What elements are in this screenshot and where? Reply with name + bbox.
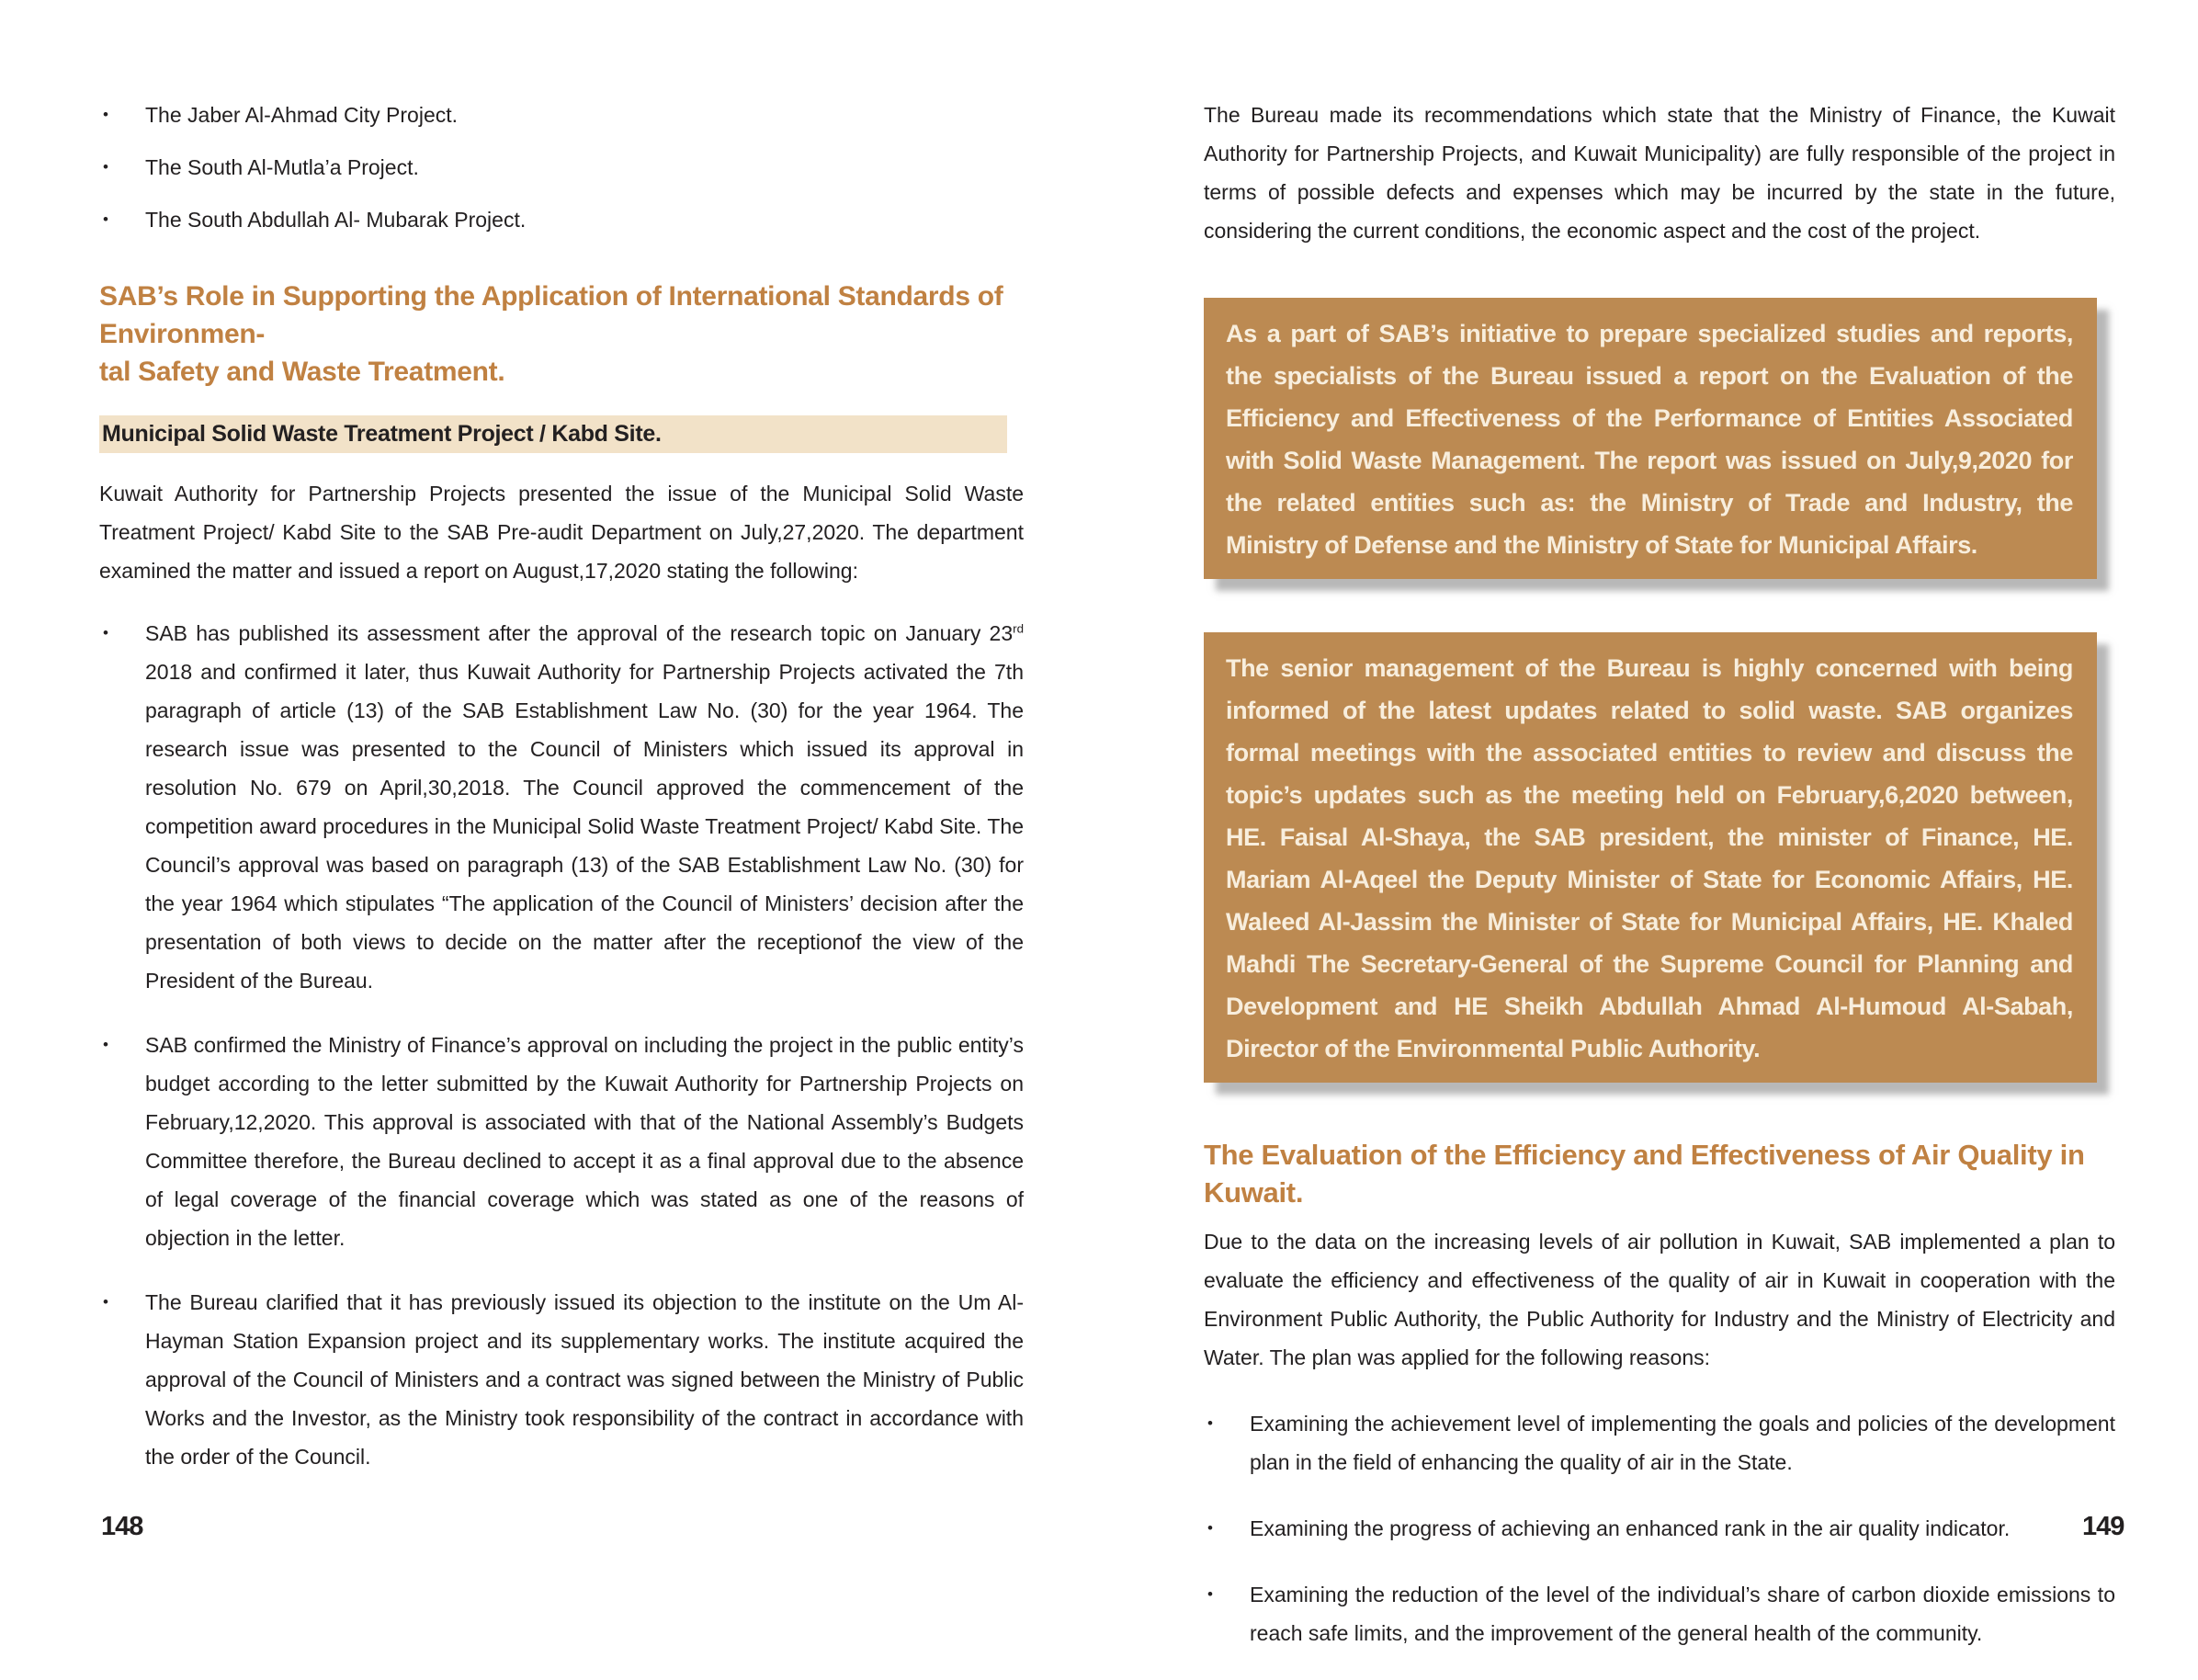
- list-item-text: The Bureau clarified that it has previously issued its objection to the institute on the Um Al-Hayman Station Expansion project and its supplementary works. The institute acquired the approval of the Council of Ministers and a contract was signed between the Ministry of Public Works and the Investor, as the Ministry took responsibility of the contract in accordance with the order of the Council.: [145, 1290, 1024, 1469]
- list-item-text: The Jaber Al-Ahmad City Project.: [145, 103, 459, 127]
- bullet-icon: •: [103, 158, 108, 176]
- intro-paragraph: The Bureau made its recommendations which state that the Ministry of Finance, the Kuwait Authority for Partnership Projects, and Kuwait Municipality) are fully responsible of the project in terms of possible defects and expenses which may be incurred by the state in the future, considering the current conditions, the economic aspect and the cost of the project.: [1204, 103, 2115, 243]
- bullet-icon: •: [103, 210, 108, 228]
- list-item-text: Examining the reduction of the level of the individual’s share of carbon dioxide emissions to reach safe limits, and the improvement of the general health of the community.: [1250, 1583, 2115, 1645]
- bullet-icon: •: [1207, 1414, 1213, 1432]
- bullet-icon: •: [103, 106, 108, 123]
- highlight-box-senior-management: [1204, 632, 2097, 1083]
- list-item-text: The South Abdullah Al- Mubarak Project.: [145, 208, 527, 232]
- page-number-left: 148: [101, 1512, 143, 1541]
- list-item: [1204, 1575, 2115, 1652]
- bullet-icon: •: [103, 1036, 108, 1053]
- list-item: [99, 148, 1024, 187]
- list-item: [99, 1026, 1024, 1257]
- air-quality-paragraph: Due to the data on the increasing levels of air pollution in Kuwait, SAB implemented a plan to evaluate the efficiency and effectiveness of the quality of air in Kuwait in cooperation with the Environment Public Authority, the Public Authority for Industry and the Ministry of Electricity and Water. The plan was applied for the following reasons:: [1204, 1230, 2115, 1369]
- project-bullet-list: [99, 96, 1024, 239]
- page-number-right: 149: [2082, 1512, 2124, 1541]
- section-heading: [99, 278, 1024, 391]
- list-item: [1204, 1509, 2115, 1548]
- bullet-icon: •: [1207, 1585, 1213, 1603]
- bullet-icon: •: [1207, 1519, 1213, 1537]
- right-page-column: [1204, 96, 2115, 1680]
- list-item: [99, 96, 1024, 134]
- list-item-text: The South Al-Mutla’a Project.: [145, 155, 419, 179]
- bullet-icon: •: [103, 624, 108, 641]
- report-findings-list: [99, 614, 1024, 1476]
- highlight-box-text: As a part of SAB’s initiative to prepare specialized studies and reports, the specialists of the Bureau issued a report on the Evaluation of the Efficiency and Effectiveness of the Performance of Entities Associated with Solid Waste Management. The report was issued on July,9,2020 for the related entities such as: the Ministry of Trade and Industry, the Ministry of Defense and the Ministry of State for Municipal Affairs.: [1226, 320, 2073, 559]
- left-page-column: [99, 96, 1024, 1490]
- sub-heading-text: Municipal Solid Waste Treatment Project / Kabd Site.: [102, 421, 662, 447]
- list-item: [99, 1283, 1024, 1476]
- list-item-text: SAB has published its assessment after the approval of the research topic on January 23rd 2018 and confirmed it later, thus Kuwait Authority for Partnership Projects activated the 7th paragraph of article (13) of the SAB Establishment Law No. (30) for the year 1964. The research issue was presented to the Council of Ministers which issued its approval in resolution No. 679 on April,30,2018. The Council approved the commencement of the competition award procedures in the Municipal Solid Waste Treatment Project/ Kabd Site. The Council’s approval was based on paragraph (13) of the SAB Establishment Law No. (30) for the year 1964 which stipulates “The application of the Council of Ministers’ decision after the presentation of both views to decide on the matter after the receptionof the view of the President of the Bureau.: [145, 621, 1024, 993]
- highlight-box-solid-waste-report: [1204, 298, 2097, 579]
- list-item-text: Examining the progress of achieving an enhanced rank in the air quality indicator.: [1250, 1516, 2011, 1540]
- highlight-box-text: The senior management of the Bureau is highly concerned with being informed of the latest updates related to solid waste. SAB organizes formal meetings with the associated entities to review and discuss the topic’s updates such as the meeting held on February,6,2020 between, HE. Faisal Al-Shaya, the SAB president, the minister of Finance, HE. Mariam Al-Aqeel the Deputy Minister of State for Economic Affairs, HE. Waleed Al-Jassim the Minister of State for Municipal Affairs, HE. Khaled Mahdi The Secretary-General of the Supreme Council for Planning and Development and HE Sheikh Abdullah Ahmad Al-Humoud Al-Sabah, Director of the Environmental Public Authority.: [1226, 654, 2073, 1062]
- air-quality-reasons-list: [1204, 1404, 2115, 1652]
- list-item-text: SAB confirmed the Ministry of Finance’s approval on including the project in the public entity’s budget according to the letter submitted by the Kuwait Authority for Partnership Projects on February,12,2020. This approval is associated with that of the National Assembly’s Budgets Committee therefore, the Bureau declined to accept it as a final approval due to the absence of legal coverage of the financial coverage which was stated as one of the reasons of objection in the letter.: [145, 1033, 1024, 1250]
- list-item: [99, 614, 1024, 1000]
- section-heading-line2: tal Safety and Waste Treatment.: [99, 357, 505, 387]
- intro-paragraph: Kuwait Authority for Partnership Projects presented the issue of the Municipal Solid Waste Treatment Project/ Kabd Site to the SAB Pre-audit Department on July,27,2020. The department examined the matter and issued a report on August,17,2020 stating the following:: [99, 482, 1024, 583]
- list-item: [1204, 1404, 2115, 1481]
- list-item: [99, 200, 1024, 239]
- section-heading-line1: SAB’s Role in Supporting the Application of International Standards of Environmen-: [99, 281, 1003, 349]
- bullet-icon: •: [103, 1293, 108, 1311]
- section-heading: The Evaluation of the Efficiency and Effectiveness of Air Quality in Kuwait.: [1204, 1139, 2085, 1209]
- list-item-text: Examining the achievement level of implementing the goals and policies of the development plan in the field of enhancing the quality of air in the State.: [1250, 1412, 2115, 1474]
- sub-heading-bar: [99, 415, 1007, 453]
- ordinal-superscript: rd: [1013, 621, 1024, 636]
